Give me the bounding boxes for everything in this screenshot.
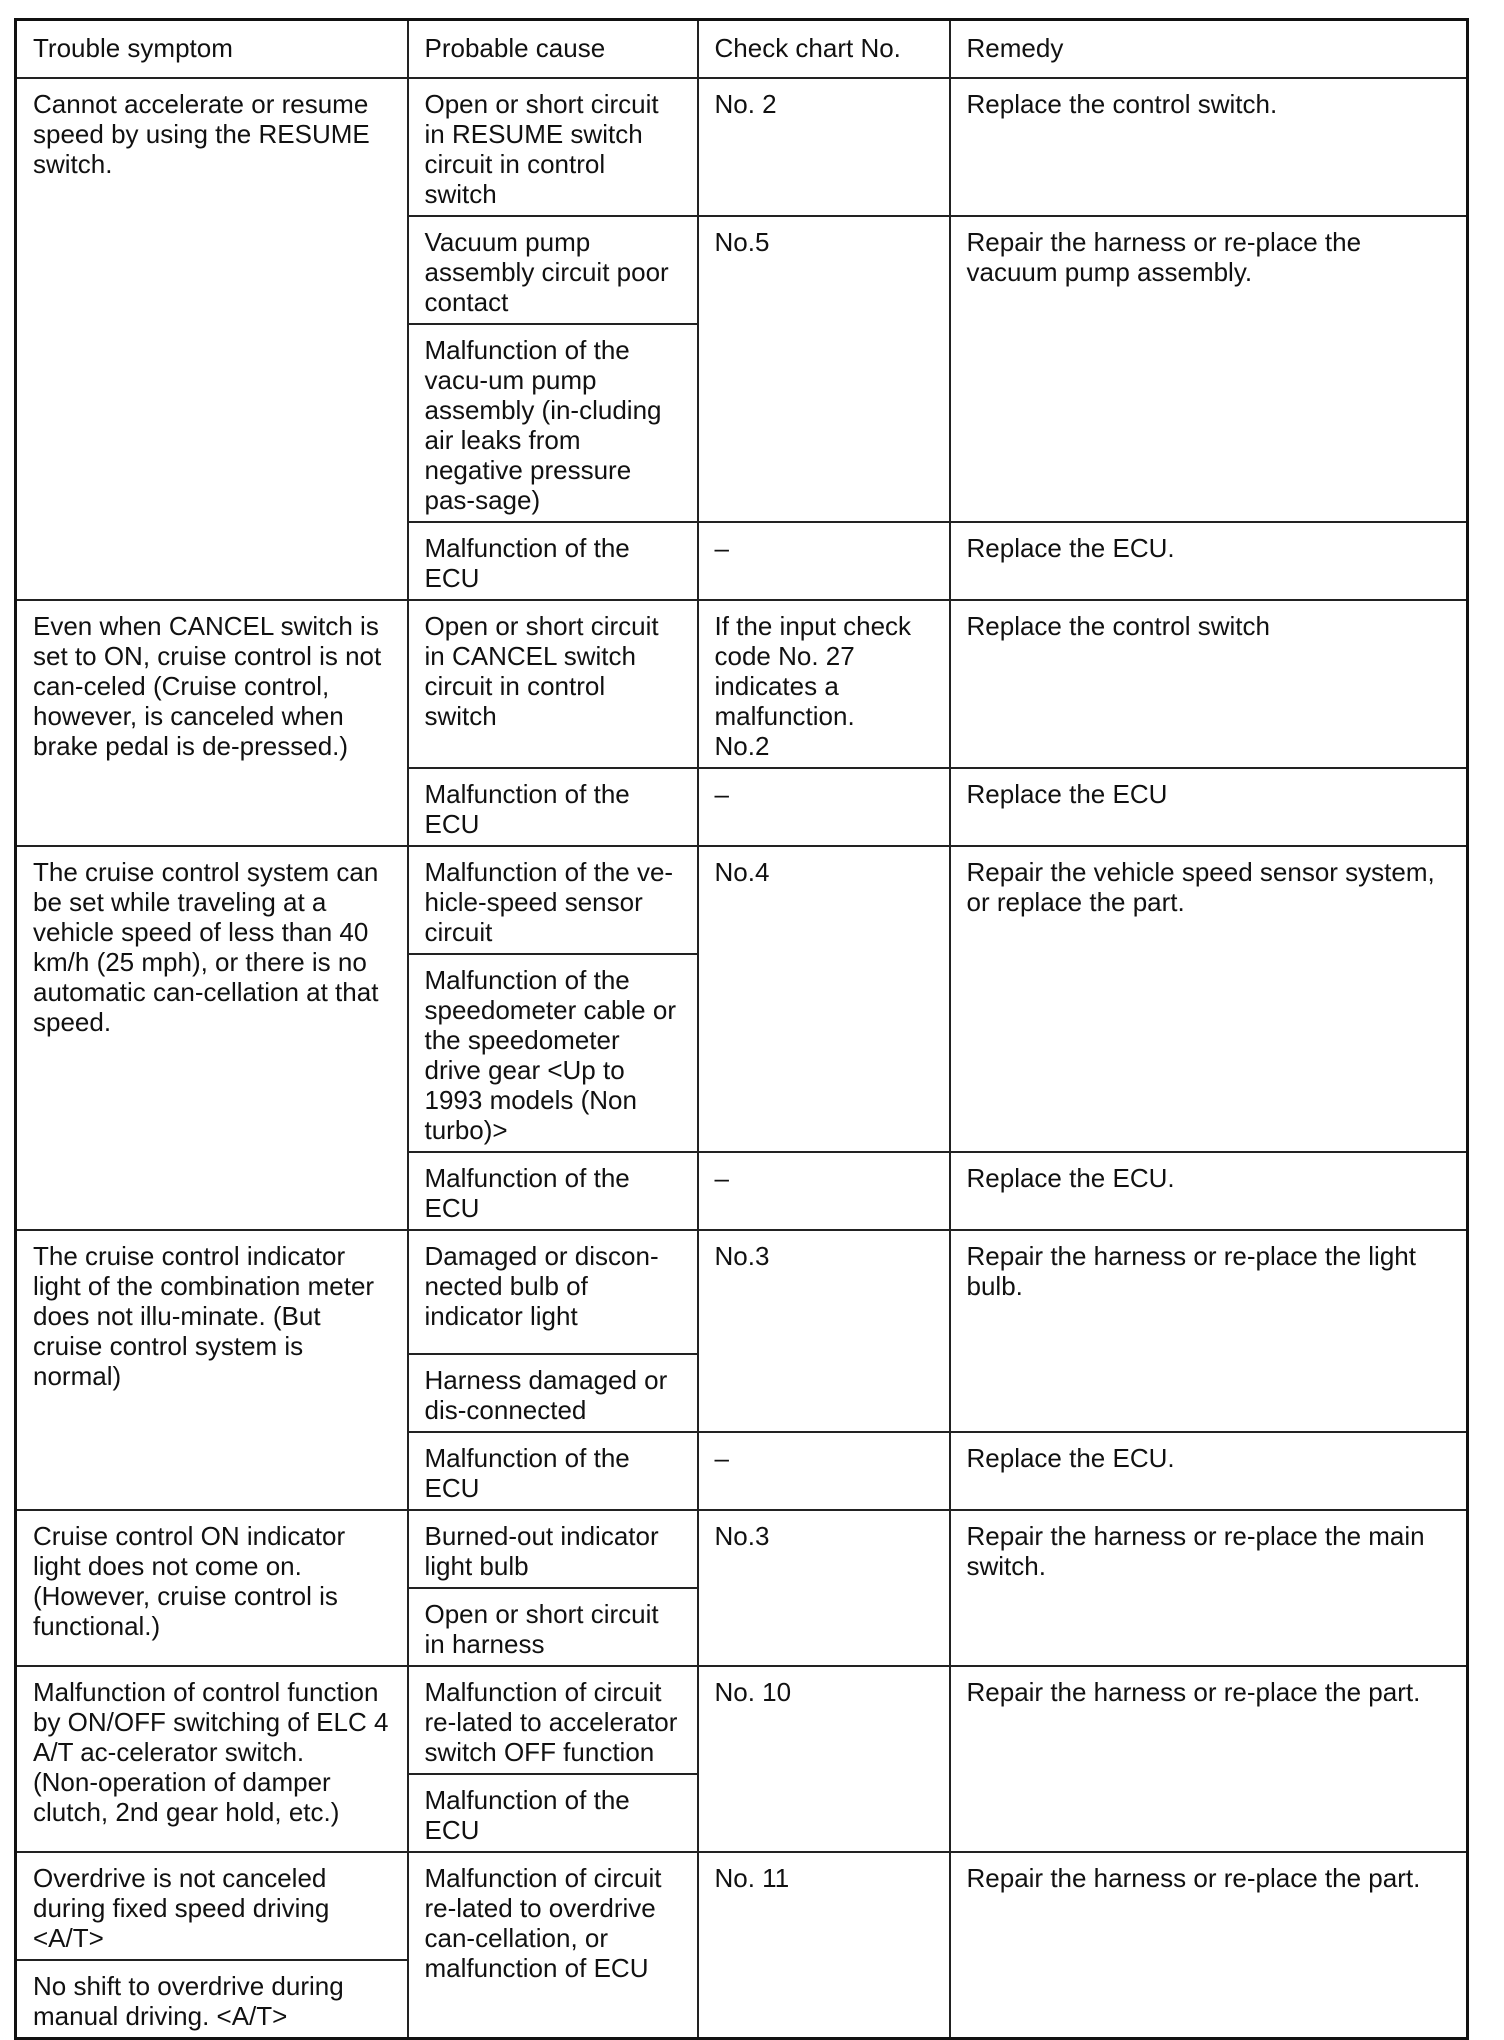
symptom-cell <box>16 1666 408 1852</box>
remedy-cell: Repair the harness or re-place the main switch. <box>950 1510 1468 1666</box>
cause-cell: Harness damaged or dis-connected <box>408 1354 698 1432</box>
table-row <box>16 1666 1468 1774</box>
cause-cell: Malfunction of the ECU <box>408 522 698 600</box>
table-row <box>16 600 1468 768</box>
symptom-cell: Cannot accelerate or resume speed by using the RESUME switch. <box>16 78 408 600</box>
header-row <box>16 20 1468 79</box>
cause-cell: Damaged or discon-nected bulb of indicator light <box>408 1230 698 1354</box>
table-row <box>16 846 1468 954</box>
symptom-cell: Even when CANCEL switch is set to ON, cruise control is not can-celed (Cruise control, however, is canceled when brake pedal is de-pressed.) <box>16 600 408 846</box>
header-trouble-symptom: Trouble symptom <box>16 20 408 79</box>
symptom-cell: The cruise control indicator light of the combination meter does not illu-minate. (But cruise control system is normal) <box>16 1230 408 1510</box>
check-cell: No.3 <box>698 1510 950 1666</box>
cause-cell: Malfunction of the ECU <box>408 1152 698 1230</box>
check-cell: No. 11 <box>698 1852 950 2039</box>
symptom-cell: Cruise control ON indicator light does not come on. (However, cruise control is functional.) <box>16 1510 408 1666</box>
remedy-cell: Repair the harness or re-place the light bulb. <box>950 1230 1468 1432</box>
cause-cell: Burned-out indicator light bulb <box>408 1510 698 1588</box>
cause-cell: Malfunction of the ECU <box>408 768 698 846</box>
cause-cell: Malfunction of the ECU <box>408 1432 698 1510</box>
check-cell <box>698 600 950 768</box>
check-cell: No. 10 <box>698 1666 950 1852</box>
check-text: If the input check code No. 27 indicates a malfunction. <box>714 611 912 731</box>
symptom-cell: The cruise control system can be set while traveling at a vehicle speed of less than 40 km/h (25 mph), or there is no automatic can-cellation at that speed. <box>16 846 408 1230</box>
remedy-cell: Replace the ECU <box>950 768 1468 846</box>
check-cell: – <box>698 522 950 600</box>
check-cell: – <box>698 1432 950 1510</box>
remedy-cell: Repair the vehicle speed sensor system, or replace the part. <box>950 846 1468 1152</box>
cause-cell: Vacuum pump assembly circuit poor contact <box>408 216 698 324</box>
remedy-cell: Replace the ECU. <box>950 522 1468 600</box>
table-row <box>16 1510 1468 1588</box>
remedy-cell: Replace the ECU. <box>950 1432 1468 1510</box>
check-cell: No. 2 <box>698 78 950 216</box>
symptom-cell: No shift to overdrive during manual driving. <A/T> <box>16 1960 408 2039</box>
troubleshooting-table <box>14 18 1469 2040</box>
cause-cell: Malfunction of circuit re-lated to accelerator switch OFF function <box>408 1666 698 1774</box>
header-probable-cause: Probable cause <box>408 20 698 79</box>
cause-cell: Malfunction of the ve-hicle-speed sensor circuit <box>408 846 698 954</box>
header-remedy: Remedy <box>950 20 1468 79</box>
cause-cell: Malfunction of circuit re-lated to overdrive can-cellation, or malfunction of ECU <box>408 1852 698 2039</box>
remedy-cell: Repair the harness or re-place the part. <box>950 1666 1468 1852</box>
symptom-note: (Non-operation of damper clutch, 2nd gear hold, etc.) <box>33 1767 340 1827</box>
check-cell: No.3 <box>698 1230 950 1432</box>
troubleshooting-sheet <box>14 18 1466 2031</box>
check-cell: No.4 <box>698 846 950 1152</box>
cause-cell: Malfunction of the speedometer cable or the speedometer drive gear <Up to 1993 models (Non turbo)> <box>408 954 698 1152</box>
remedy-cell: Repair the harness or re-place the vacuum pump assembly. <box>950 216 1468 522</box>
check-cell: – <box>698 1152 950 1230</box>
table-row <box>16 1852 1468 1960</box>
check-cell: No.5 <box>698 216 950 522</box>
check-cell: – <box>698 768 950 846</box>
symptom-text: Malfunction of control function by ON/OFF switching of ELC 4 A/T ac-celerator switch. <box>33 1677 389 1767</box>
remedy-cell: Replace the control switch. <box>950 78 1468 216</box>
symptom-cell: Overdrive is not canceled during fixed speed driving <A/T> <box>16 1852 408 1960</box>
header-check-chart: Check chart No. <box>698 20 950 79</box>
check-text: No.2 <box>714 731 770 761</box>
remedy-cell: Repair the harness or re-place the part. <box>950 1852 1468 2039</box>
table-row <box>16 78 1468 216</box>
cause-cell: Open or short circuit in harness <box>408 1588 698 1666</box>
cause-cell: Open or short circuit in RESUME switch circuit in control switch <box>408 78 698 216</box>
table-row <box>16 1230 1468 1354</box>
remedy-cell: Replace the ECU. <box>950 1152 1468 1230</box>
remedy-cell: Replace the control switch <box>950 600 1468 768</box>
cause-cell: Malfunction of the ECU <box>408 1774 698 1852</box>
cause-cell: Malfunction of the vacu-um pump assembly (in-cluding air leaks from negative pressure pas-sage) <box>408 324 698 522</box>
cause-cell: Open or short circuit in CANCEL switch circuit in control switch <box>408 600 698 768</box>
